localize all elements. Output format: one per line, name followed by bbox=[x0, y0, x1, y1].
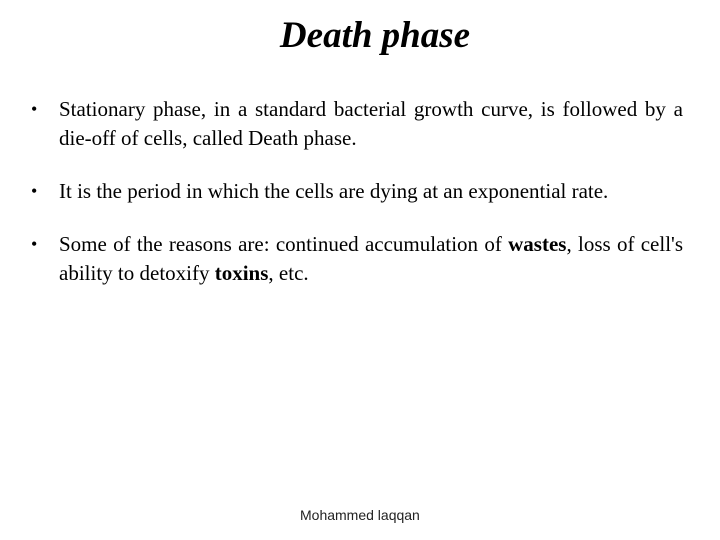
bullet-text-part: , etc. bbox=[268, 261, 309, 285]
bullet-text-part: Some of the reasons are: continued accumulation of bbox=[59, 232, 509, 256]
bullet-item-exponential-rate bbox=[31, 177, 683, 206]
bullet-text: Stationary phase, in a standard bacterial growth curve, is followed by a die-off of cells, called Death phase. bbox=[59, 97, 683, 150]
bullet-item-reasons bbox=[31, 230, 683, 288]
bullet-icon: • bbox=[31, 181, 38, 201]
slide-title: Death phase bbox=[279, 15, 471, 56]
bullet-icon: • bbox=[31, 234, 38, 254]
term-toxins: toxins bbox=[214, 261, 269, 285]
bullet-text: It is the period in which the cells are dying at an exponential rate. bbox=[59, 179, 609, 203]
bullet-text-part: , loss of cell's ability to detoxify bbox=[59, 232, 683, 285]
footer-author: Mohammed laqqan bbox=[300, 507, 420, 523]
bullet-item-stationary-phase bbox=[31, 95, 683, 153]
bullet-list bbox=[31, 95, 683, 312]
bullet-icon: • bbox=[31, 99, 38, 119]
term-wastes: wastes bbox=[508, 232, 567, 256]
